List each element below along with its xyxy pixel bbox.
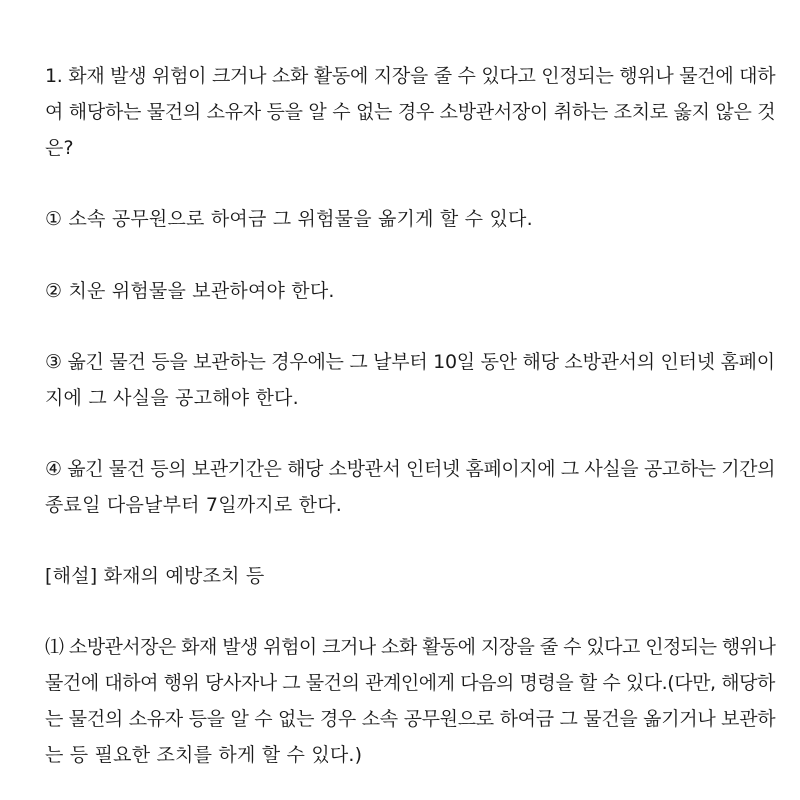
explanation-line-3: 는 물건의 소유자 등을 알 수 없는 경우 소속 공무원으로 하여금 그 물건을 옮기거나 보관하: [45, 708, 776, 730]
option-3-line-1: ③ 옮긴 물건 등을 보관하는 경우에는 그 날부터 10일 동안 해당 소방관서의 인터넷 홈페이: [45, 351, 775, 373]
explanation-line-2: 물건에 대하여 행위 당사자나 그 물건의 관계인에게 다음의 명령을 할 수 있다.(다만, 해당하: [45, 672, 775, 694]
option-1-line-1: ① 소속 공무원으로 하여금 그 위험물을 옮기게 할 수 있다.: [45, 208, 533, 230]
option-3-line-2: 지에 그 사실을 공고해야 한다.: [45, 387, 299, 409]
option-4-line-2: 종료일 다음날부터 7일까지로 한다.: [45, 494, 343, 516]
option-2-line-1: ② 치운 위험물을 보관하여야 한다.: [45, 280, 335, 302]
question-line-3: 은?: [45, 137, 74, 159]
question-line-1: 1. 화재 발생 위험이 크거나 소화 활동에 지장을 줄 수 있다고 인정되는 행위나 물건에 대하: [45, 65, 776, 87]
option-4-line-1: ④ 옮긴 물건 등의 보관기간은 해당 소방관서 인터넷 홈페이지에 그 사실을 공고하는 기간의: [45, 458, 776, 480]
question-line-2: 여 해당하는 물건의 소유자 등을 알 수 없는 경우 소방관서장이 취하는 조치로 옳지 않은 것: [45, 101, 776, 123]
explanation-heading: [해설] 화재의 예방조치 등: [45, 565, 265, 587]
explanation-line-4: 는 등 필요한 조치를 하게 할 수 있다.): [45, 744, 363, 766]
explanation-line-1: ⑴ 소방관서장은 화재 발생 위험이 크거나 소화 활동에 지장을 줄 수 있다고 인정되는 행위나: [45, 636, 776, 658]
